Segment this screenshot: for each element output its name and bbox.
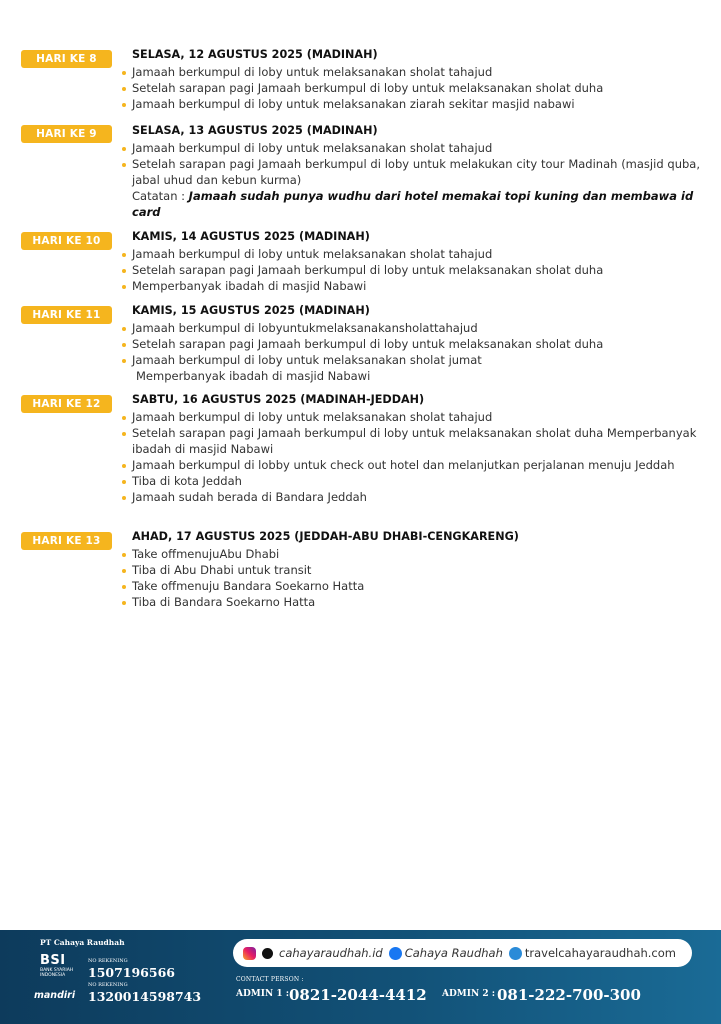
instagram-handle[interactable]: cahayaraudhah.id <box>279 946 383 960</box>
bsi-account-number: 1507196566 <box>88 965 175 980</box>
bullet-icon <box>122 601 126 605</box>
bullet-icon <box>122 285 126 289</box>
list-item: Jamaah sudah berada di Bandara Jeddah <box>132 489 700 505</box>
list-item: Jamaah berkumpul di loby untuk melaksanakan sholat tahajud <box>132 409 700 425</box>
list-item: Tiba di Bandara Soekarno Hatta <box>132 594 700 610</box>
list-item: Take offmenuju Bandara Soekarno Hatta <box>132 578 700 594</box>
tiktok-icon <box>262 948 273 959</box>
bullet-icon <box>122 496 126 500</box>
list-item: Setelah sarapan pagi Jamaah berkumpul di loby untuk melaksanakan sholat duha <box>132 262 700 278</box>
account-label: NO REKENING <box>88 982 128 988</box>
bullet-icon <box>122 163 126 167</box>
admin1-label: ADMIN 1 : <box>236 989 290 999</box>
bullet-icon <box>122 253 126 257</box>
list-item: Jamaah berkumpul di lobby untuk check out hotel dan melanjutkan perjalanan menuju Jeddah <box>132 457 700 473</box>
day-badge: HARI KE 9 <box>21 125 112 143</box>
list-item: Tiba di Abu Dhabi untuk transit <box>132 562 700 578</box>
bullet-icon <box>122 432 126 436</box>
note-text: Jamaah sudah punya wudhu dari hotel memakai topi kuning dan membawa id card <box>132 189 694 219</box>
list-item-continuation: Memperbanyak ibadah di masjid Nabawi <box>136 369 371 383</box>
bullet-icon <box>122 87 126 91</box>
list-item: Memperbanyak ibadah di masjid Nabawi <box>132 278 700 294</box>
bullet-icon <box>122 359 126 363</box>
bullet-icon <box>122 147 126 151</box>
day-heading: SELASA, 13 AGUSTUS 2025 (MADINAH) <box>132 124 378 137</box>
footer <box>0 930 721 1024</box>
bullet-icon <box>122 416 126 420</box>
list-item: Setelah sarapan pagi Jamaah berkumpul di loby untuk melaksanakan sholat duha Memperbanyak ibadah di masjid Nabawi <box>132 425 700 457</box>
note <box>132 188 700 220</box>
day-heading: KAMIS, 15 AGUSTUS 2025 (MADINAH) <box>132 304 370 317</box>
note-label: Catatan : <box>132 189 186 203</box>
account-label: NO REKENING <box>88 958 128 964</box>
day-heading: SABTU, 16 AGUSTUS 2025 (MADINAH-JEDDAH) <box>132 393 425 406</box>
globe-icon <box>509 947 522 960</box>
bullet-icon <box>122 327 126 331</box>
day-badge: HARI KE 13 <box>21 532 112 550</box>
day-heading: KAMIS, 14 AGUSTUS 2025 (MADINAH) <box>132 230 370 243</box>
admin2-label: ADMIN 2 : <box>442 989 496 999</box>
day-badge: HARI KE 10 <box>21 232 112 250</box>
bullet-icon <box>122 103 126 107</box>
list-item: Jamaah berkumpul di loby untuk melaksanakan sholat jumat <box>132 352 700 368</box>
day-heading: SELASA, 12 AGUSTUS 2025 (MADINAH) <box>132 48 378 61</box>
day-badge: HARI KE 12 <box>21 395 112 413</box>
admin2-phone[interactable]: 081-222-700-300 <box>497 986 641 1004</box>
list-item: Setelah sarapan pagi Jamaah berkumpul di loby untuk melaksanakan sholat duha <box>132 80 700 96</box>
contact-label: CONTACT PERSON : <box>236 976 304 983</box>
list-item: Jamaah berkumpul di lobyuntukmelaksanakansholattahajud <box>132 320 700 336</box>
list-item: Setelah sarapan pagi Jamaah berkumpul di loby untuk melakukan city tour Madinah (masjid quba, jabal uhud dan kebun kurma) <box>132 156 700 188</box>
list-item: Tiba di kota Jeddah <box>132 473 700 489</box>
admin1-phone[interactable]: 0821-2044-4412 <box>289 986 427 1004</box>
bullet-icon <box>122 343 126 347</box>
company-name: PT Cahaya Raudhah <box>40 938 125 947</box>
bsi-subtitle: BANK SYARIAH INDONESIA <box>40 968 74 978</box>
list-item: Take offmenujuAbu Dhabi <box>132 546 700 562</box>
bullet-icon <box>122 480 126 484</box>
bullet-icon <box>122 585 126 589</box>
facebook-icon <box>389 947 402 960</box>
instagram-icon <box>243 947 256 960</box>
mandiri-logo: mandiri <box>34 990 76 1001</box>
bsi-logo: BSI <box>40 953 66 968</box>
list-item: Jamaah berkumpul di loby untuk melaksanakan sholat tahajud <box>132 64 700 80</box>
bullet-icon <box>122 553 126 557</box>
bullet-icon <box>122 569 126 573</box>
list-item: Setelah sarapan pagi Jamaah berkumpul di loby untuk melaksanakan sholat duha <box>132 336 700 352</box>
day-badge: HARI KE 8 <box>21 50 112 68</box>
bullet-icon <box>122 464 126 468</box>
mandiri-account-number: 1320014598743 <box>88 989 202 1004</box>
facebook-handle[interactable]: Cahaya Raudhah <box>404 946 503 960</box>
day-badge: HARI KE 11 <box>21 306 112 324</box>
social-links-bar <box>233 939 692 967</box>
bullet-icon <box>122 71 126 75</box>
bullet-icon <box>122 269 126 273</box>
day-heading: AHAD, 17 AGUSTUS 2025 (JEDDAH-ABU DHABI-CENGKARENG) <box>132 530 519 543</box>
list-item: Jamaah berkumpul di loby untuk melaksanakan ziarah sekitar masjid nabawi <box>132 96 700 112</box>
list-item: Jamaah berkumpul di loby untuk melaksanakan sholat tahajud <box>132 246 700 262</box>
website-link[interactable]: travelcahayaraudhah.com <box>524 946 676 960</box>
list-item: Jamaah berkumpul di loby untuk melaksanakan sholat tahajud <box>132 140 700 156</box>
